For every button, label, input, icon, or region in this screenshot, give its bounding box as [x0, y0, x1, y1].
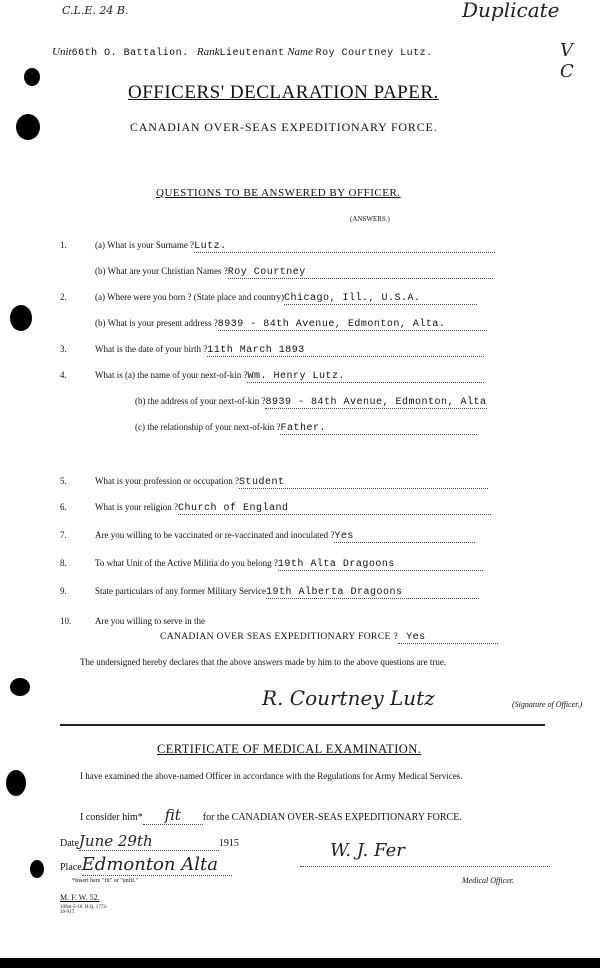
answer-value: 19th Alberta Dragoons	[265, 587, 403, 598]
place-label: Place	[60, 862, 82, 873]
consider-prefix: I consider him*	[80, 812, 143, 823]
q10-line2	[160, 632, 498, 644]
question-text: (b) What is your present address ?	[95, 318, 218, 328]
declaration: The undersigned hereby declares that the above answers made by him to the above questions are true.	[80, 657, 447, 667]
question-number: 1.	[60, 240, 67, 250]
question-number: 10.	[60, 616, 72, 626]
annotation-duplicate: Duplicate	[462, 0, 560, 22]
answer-value: Student	[238, 477, 285, 488]
date-label: Date	[60, 838, 79, 849]
question-text: What is (a) the name of your next-of-kin ?	[95, 370, 248, 380]
medical-officer-label: Medical Officer.	[462, 876, 514, 885]
answer-value: 8939 - 84th Avenue, Edmonton, Alta	[265, 397, 487, 408]
officer-signature: R. Courtney Lutz	[262, 686, 435, 710]
consider-line	[80, 806, 462, 825]
question-text: To what Unit of the Active Militia do you belong ?	[95, 558, 278, 568]
form-print: 100m-5-16. H.Q. 1772-39-917.	[60, 905, 108, 915]
answer-value: Lutz.	[194, 241, 227, 252]
q10-line2-text: CANADIAN OVER SEAS EXPEDITIONARY FORCE ?	[160, 632, 399, 642]
answer-value: 19th Alta Dragoons	[277, 559, 395, 570]
answer-value: Yes	[334, 531, 354, 542]
question-text: State particulars of any former Military Service	[95, 586, 266, 596]
signature-label: (Signature of Officer.)	[512, 700, 583, 709]
place-line	[60, 854, 232, 876]
question-text: (a) What is your Surname ?	[95, 240, 195, 250]
rank-label: Rank	[196, 46, 220, 58]
unit-label: Unit	[52, 46, 72, 58]
annotation-top-left: C.L.E. 24 B.	[62, 4, 129, 17]
place-value: Edmonton Alta	[81, 854, 218, 875]
medical-officer-signature: W. J. Fer	[330, 840, 405, 861]
medical-para: I have examined the above-named Officer in accordance with the Regulations for Army Medical Services.	[80, 771, 463, 781]
answers-label: (ANSWERS.)	[350, 215, 390, 223]
page-subtitle: CANADIAN OVER-SEAS EXPEDITIONARY FORCE.	[130, 120, 438, 134]
name-label: Name	[287, 46, 313, 58]
question-text: (b) What are your Christian Names ?	[95, 266, 228, 276]
annotation-right-margin: V C	[560, 40, 574, 82]
question-number: 8.	[60, 558, 67, 568]
page-title: OFFICERS' DECLARATION PAPER.	[128, 82, 439, 103]
rank-value: Lieutenant	[219, 48, 285, 59]
question-number: 9.	[60, 586, 67, 596]
questions-heading: QUESTIONS TO BE ANSWERED BY OFFICER.	[156, 187, 401, 199]
date-year: 1915	[218, 838, 239, 849]
consider-suffix: for the CANADIAN OVER-SEAS EXPEDITIONARY FORCE.	[202, 812, 462, 823]
q10-answer: Yes	[406, 632, 426, 643]
header-line	[52, 46, 433, 59]
question-number: 5.	[60, 476, 67, 486]
fit-note: *Insert here "fit" or "unfit."	[72, 878, 138, 884]
question-number: 2.	[60, 292, 67, 302]
question-text: (b) the address of your next-of-kin ?	[135, 396, 266, 406]
question-text: What is the date of your birth ?	[95, 344, 208, 354]
question-text: What is your profession or occupation ?	[95, 476, 239, 486]
question-number: 4.	[60, 370, 67, 380]
answer-value: 8939 - 84th Avenue, Edmonton, Alta.	[217, 319, 446, 330]
question-text: (c) the relationship of your next-of-kin ?	[135, 422, 281, 432]
question-number: 7.	[60, 530, 67, 540]
answer-value: Wm. Henry Lutz.	[247, 371, 345, 382]
question-text: Are you willing to be vaccinated or re-vaccinated and inoculated ?	[95, 530, 335, 540]
consider-value: fit	[164, 806, 181, 824]
date-line	[60, 832, 239, 851]
medical-heading: CERTIFICATE OF MEDICAL EXAMINATION.	[157, 742, 422, 756]
unit-value: 66th O. Battalion.	[71, 48, 189, 59]
answer-value: Chicago, Ill., U.S.A.	[284, 293, 421, 304]
question-number: 6.	[60, 502, 67, 512]
form-code: M. F. W. 52.	[60, 893, 100, 902]
question-text: (a) Where were you born ? (State place and country)	[95, 292, 284, 302]
question-number: 3.	[60, 344, 67, 354]
name-value: Roy Courtney Lutz.	[315, 48, 433, 59]
date-value: June 29th	[78, 832, 153, 850]
answer-value: Roy Courtney	[227, 267, 306, 278]
answer-value: Father.	[280, 423, 326, 434]
answer-value: 11th March 1893	[207, 345, 305, 356]
answer-value: Church of England	[177, 503, 289, 514]
question-text: Are you willing to serve in the	[95, 616, 205, 626]
question-text: What is your religion ?	[95, 502, 178, 512]
